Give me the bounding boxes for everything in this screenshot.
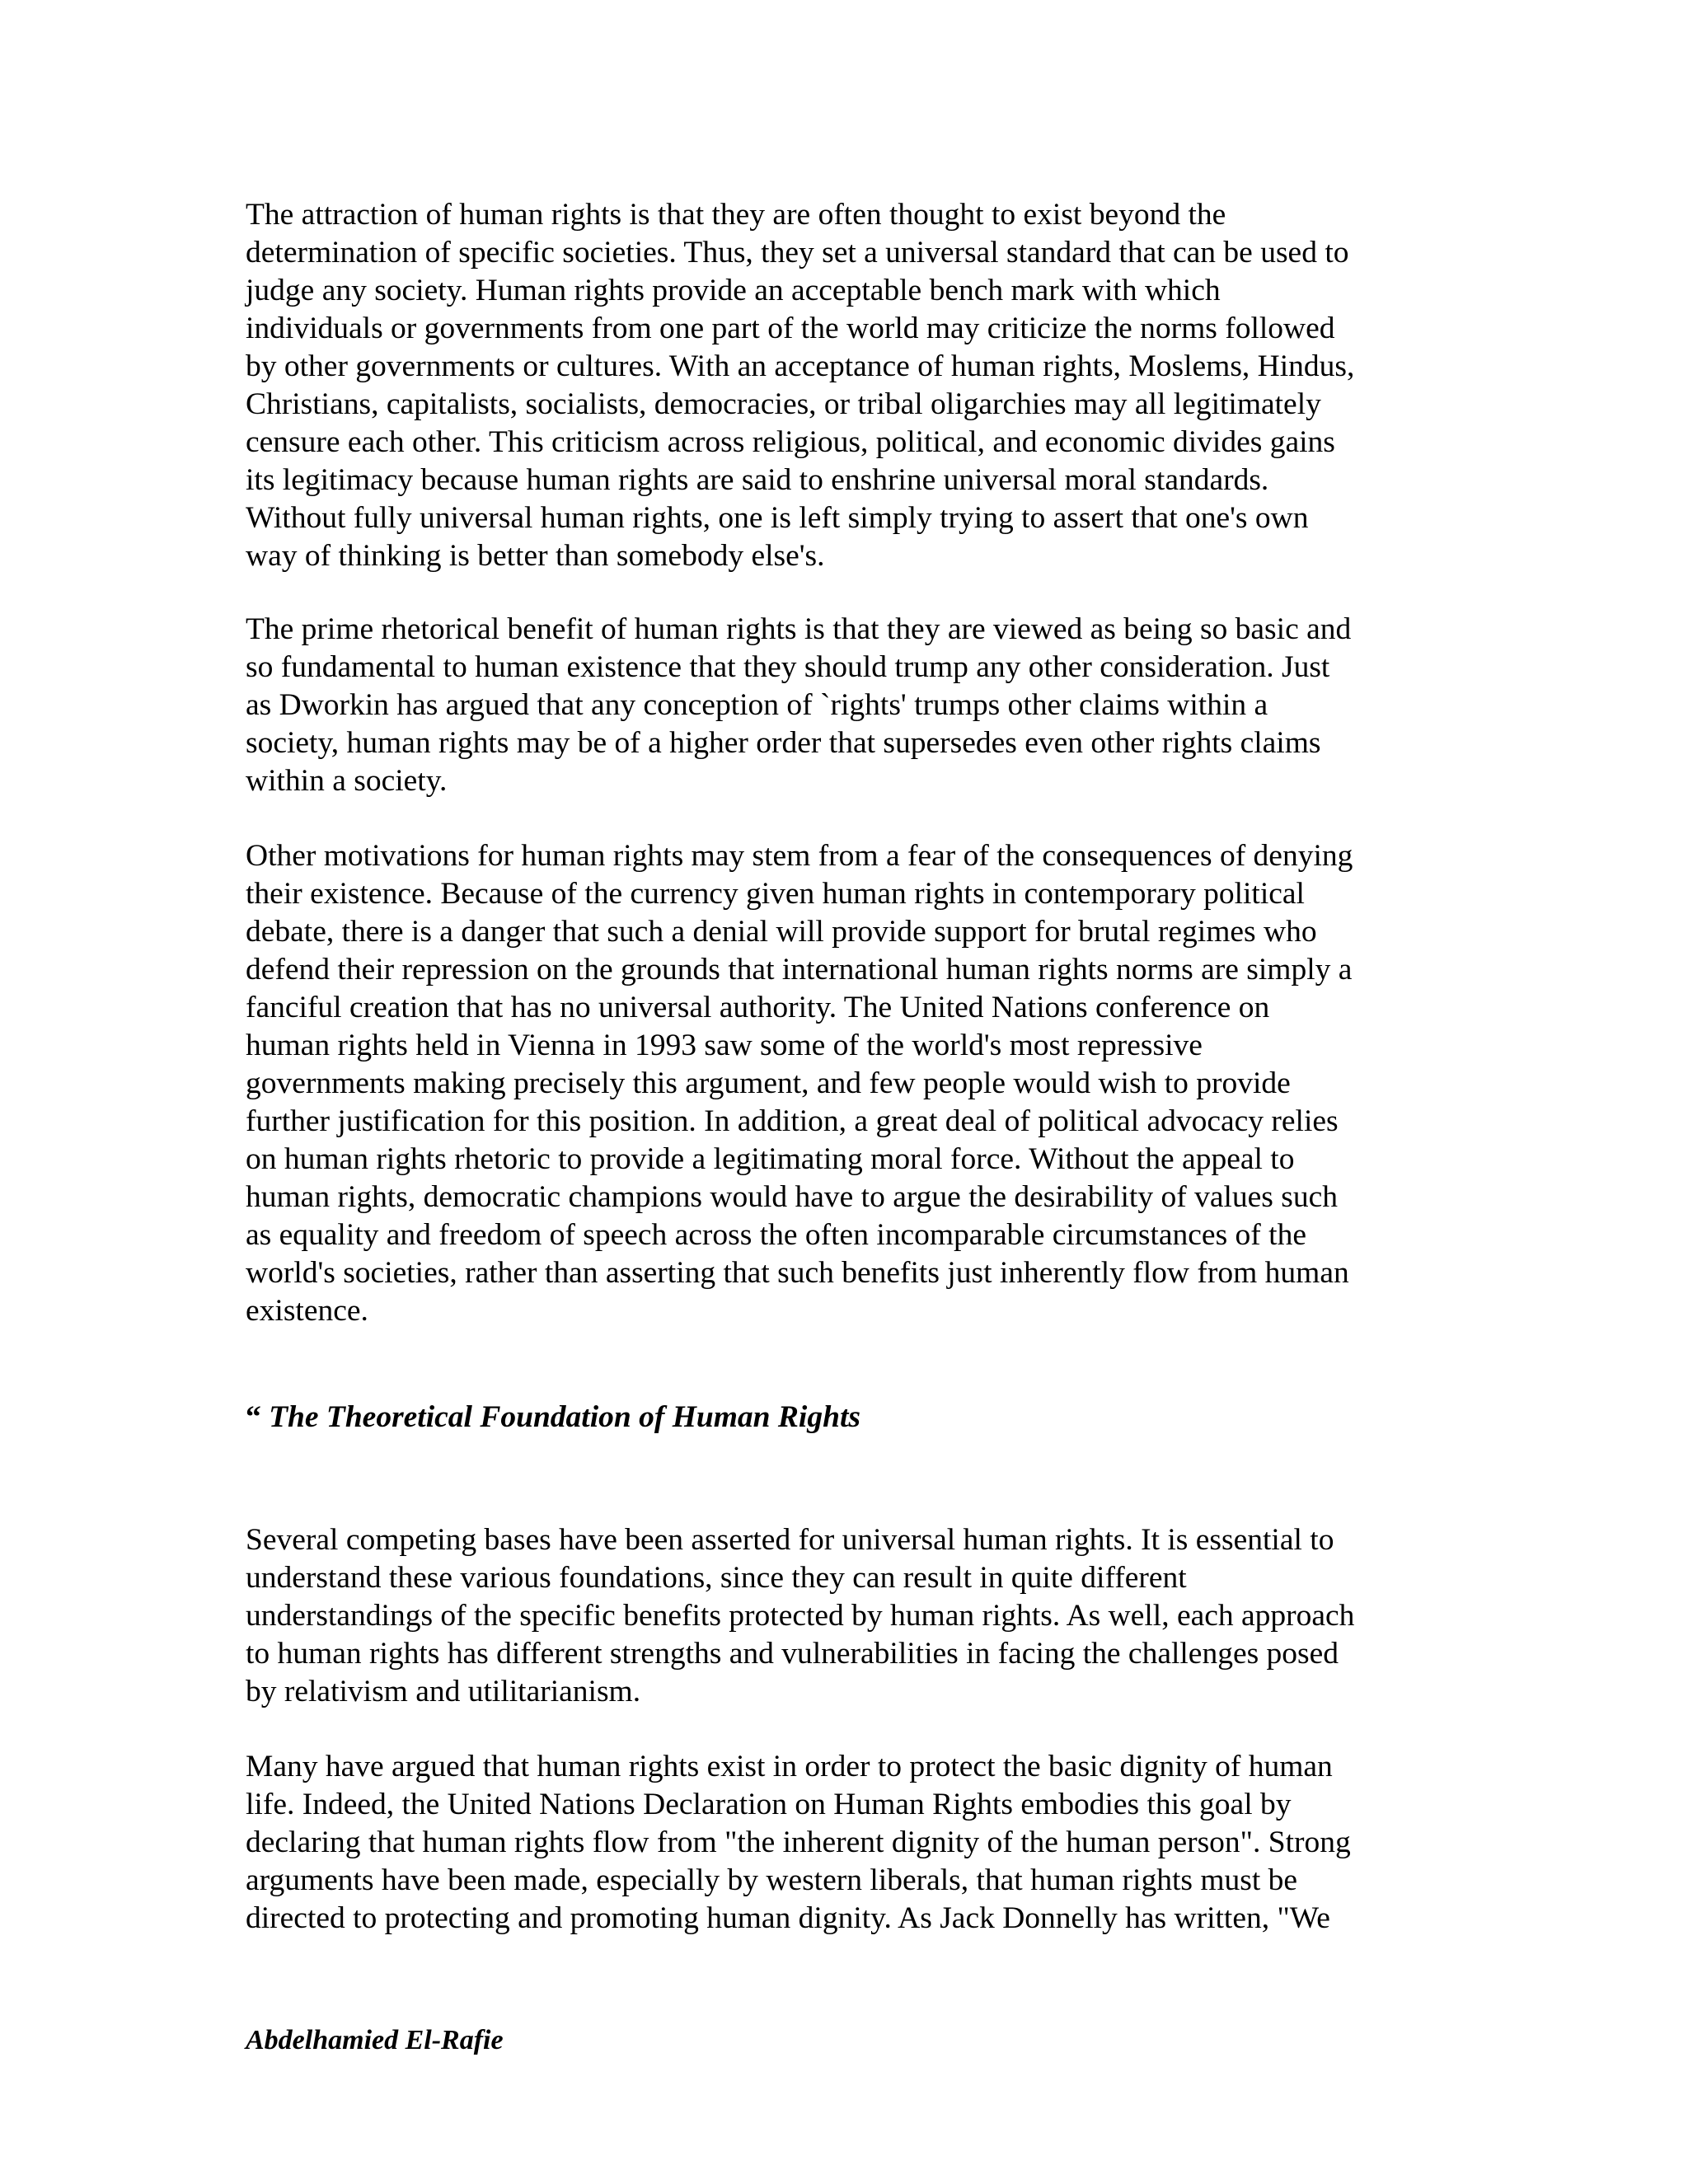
text-line: declaring that human rights flow from "the inherent dignity of the human person". Strong (246, 1825, 1351, 1859)
paragraph-other-motivations (246, 837, 1353, 1330)
text-line: Many have argued that human rights exist in order to protect the basic dignity of human (246, 1750, 1333, 1783)
section-heading (246, 1399, 860, 1436)
text-line: directed to protecting and promoting human dignity. As Jack Donnelly has written, "We (246, 1901, 1330, 1935)
text-line: further justification for this position. In addition, a great deal of political advocacy relies (246, 1104, 1339, 1138)
text-line: life. Indeed, the United Nations Declaration on Human Rights embodies this goal by (246, 1788, 1292, 1821)
text-line: their existence. Because of the currency given human rights in contemporary political (246, 877, 1305, 911)
text-line: individuals or governments from one part of the world may criticize the norms followed (246, 312, 1335, 345)
text-line: as equality and freedom of speech across the often incomparable circumstances of the (246, 1218, 1306, 1252)
text-line: Other motivations for human rights may stem from a fear of the consequences of denying (246, 839, 1353, 873)
text-line: on human rights rhetoric to provide a legitimating moral force. Without the appeal to (246, 1142, 1295, 1176)
text-line: way of thinking is better than somebody else's. (246, 539, 825, 573)
text-line: fanciful creation that has no universal authority. The United Nations conference on (246, 991, 1270, 1024)
text-line: understandings of the specific benefits protected by human rights. As well, each approach (246, 1599, 1355, 1633)
text-line: determination of specific societies. Thus, they set a universal standard that can be used to (246, 236, 1349, 269)
paragraph-competing-bases (246, 1521, 1354, 1711)
text-line: within a society. (246, 764, 448, 798)
text-line: by other governments or cultures. With an acceptance of human rights, Moslems, Hindus, (246, 349, 1355, 383)
text-line: judge any society. Human rights provide an acceptable bench mark with which (246, 274, 1221, 307)
text-line: defend their repression on the grounds that international human rights norms are simply a (246, 953, 1353, 987)
text-line: The attraction of human rights is that they are often thought to exist beyond the (246, 198, 1226, 232)
text-line: understand these various foundations, since they can result in quite different (246, 1561, 1187, 1595)
section-heading-title: The Theoretical Foundation of Human Rights (269, 1400, 860, 1434)
text-line: existence. (246, 1294, 368, 1328)
text-line: The prime rhetorical benefit of human rights is that they are viewed as being so basic and (246, 612, 1352, 646)
opening-quote-mark: “ (246, 1400, 261, 1434)
text-line: world's societies, rather than asserting that such benefits just inherently flow from human (246, 1256, 1349, 1290)
text-line: human rights, democratic champions would have to argue the desirability of values such (246, 1180, 1339, 1214)
page-footer-author: Abdelhamied El-Rafie (246, 2025, 504, 2055)
text-line: so fundamental to human existence that they should trump any other consideration. Just (246, 650, 1330, 684)
text-line: by relativism and utilitarianism. (246, 1675, 641, 1708)
text-line: governments making precisely this argument, and few people would wish to provide (246, 1066, 1291, 1100)
paragraph-human-dignity (246, 1748, 1351, 1938)
text-line: censure each other. This criticism across religious, political, and economic divides gains (246, 425, 1335, 459)
text-line: Several competing bases have been asserted for universal human rights. It is essential to (246, 1523, 1334, 1557)
text-line: as Dworkin has argued that any conception of `rights' trumps other claims within a (246, 688, 1268, 722)
text-line: society, human rights may be of a higher order that supersedes even other rights claims (246, 726, 1321, 760)
paragraph-attraction-of-human-rights (246, 196, 1354, 575)
text-line: human rights held in Vienna in 1993 saw some of the world's most repressive (246, 1029, 1203, 1062)
text-line: its legitimacy because human rights are said to enshrine universal moral standards. (246, 463, 1269, 497)
text-line: debate, there is a danger that such a denial will provide support for brutal regimes who (246, 915, 1317, 949)
text-line: Without fully universal human rights, one is left simply trying to assert that one's own (246, 501, 1309, 535)
text-line: arguments have been made, especially by western liberals, that human rights must be (246, 1863, 1298, 1897)
paragraph-rhetorical-benefit (246, 611, 1351, 800)
text-line: Christians, capitalists, socialists, democracies, or tribal oligarchies may all legitimately (246, 387, 1321, 421)
text-line: to human rights has different strengths and vulnerabilities in facing the challenges posed (246, 1637, 1339, 1671)
